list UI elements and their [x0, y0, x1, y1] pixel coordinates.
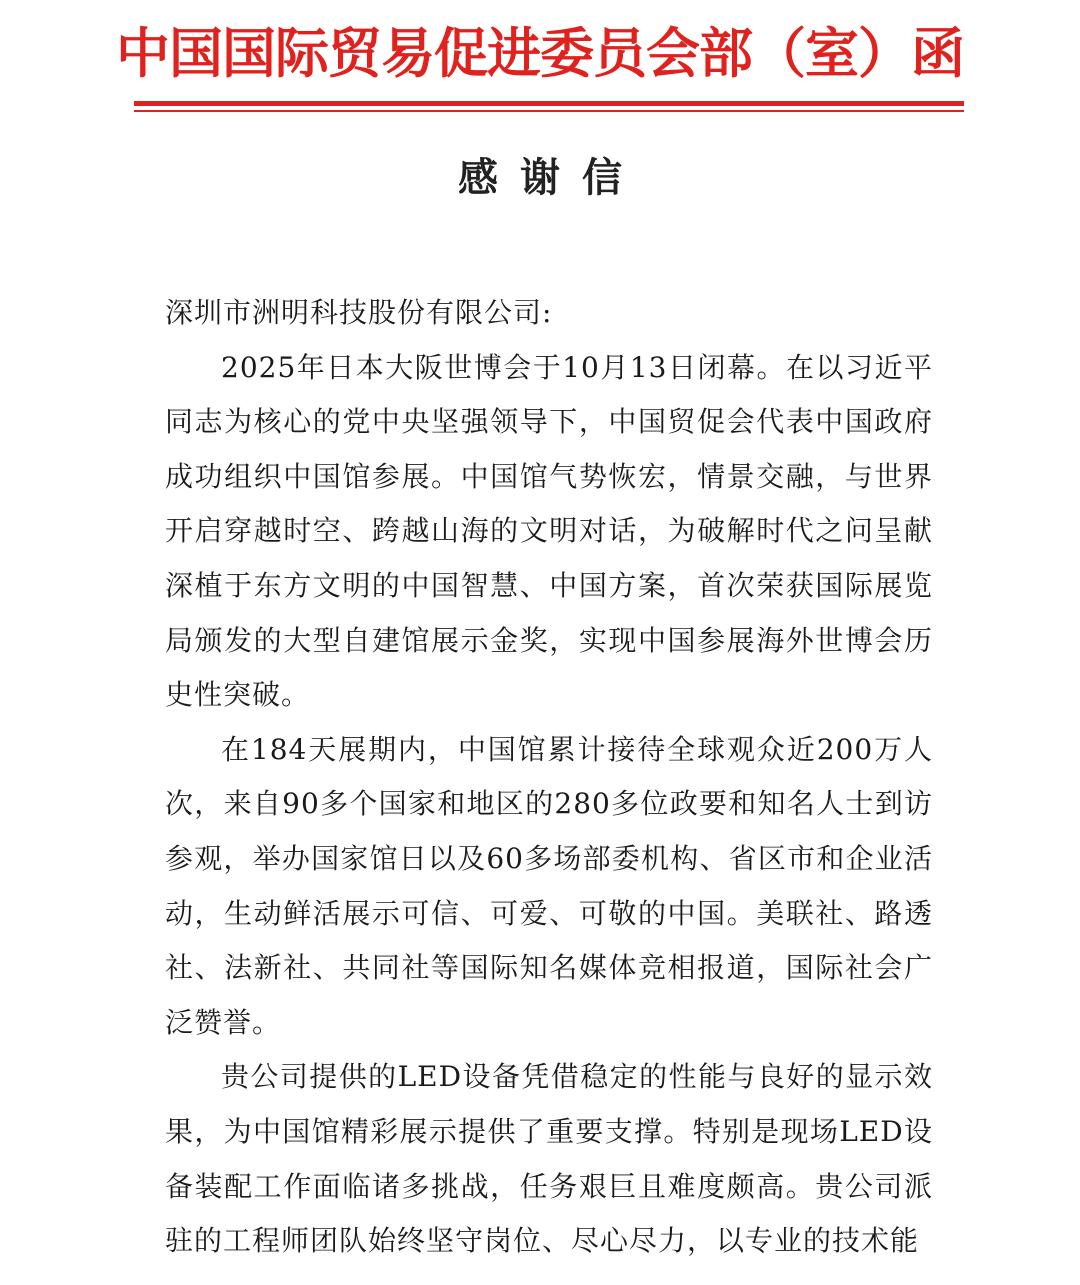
salutation: 深圳市洲明科技股份有限公司:	[165, 296, 553, 329]
paragraph-1: 2025年日本大阪世博会于10月13日闭幕。在以习近平同志为核心的党中央坚强领导下，中国贸促会代表中国政府成功组织中国馆参展。中国馆气势恢宏，情景交融，与世界开启穿越时空、跨越山海的文明对话，为破解时代之问呈献深植于东方文明的中国智慧、中国方案，首次荣获国际展览局颁发的大型自建馆展示金奖，实现中国参展海外世博会历史性突破。	[165, 350, 933, 712]
paragraph-2: 在184天展期内，中国馆累计接待全球观众近200万人次，来自90多个国家和地区的280多位政要和知名人士到访参观，举办国家馆日以及60多场部委机构、省区市和企业活动，生动鲜活展示可信、可爱、可敬的中国。美联社、路透社、法新社、共同社等国际知名媒体竞相报道，国际社会广泛赞誉。	[165, 732, 933, 1039]
letterhead-rule-thick	[134, 101, 964, 106]
letter-title: 感谢信	[458, 155, 644, 201]
paragraph-3: 贵公司提供的LED设备凭借稳定的性能与良好的显示效果，为中国馆精彩展示提供了重要支撑。特别是现场LED设备装配工作面临诸多挑战，任务艰巨且难度颇高。贵公司派驻的工程师团队始终坚守岗位、尽心尽力，以专业的技术能	[165, 1060, 933, 1258]
letter-body	[165, 286, 933, 1269]
letterhead-rule-thin	[134, 110, 964, 112]
letterhead-title: 中国国际贸易促进委员会部（室）函	[116, 21, 964, 85]
